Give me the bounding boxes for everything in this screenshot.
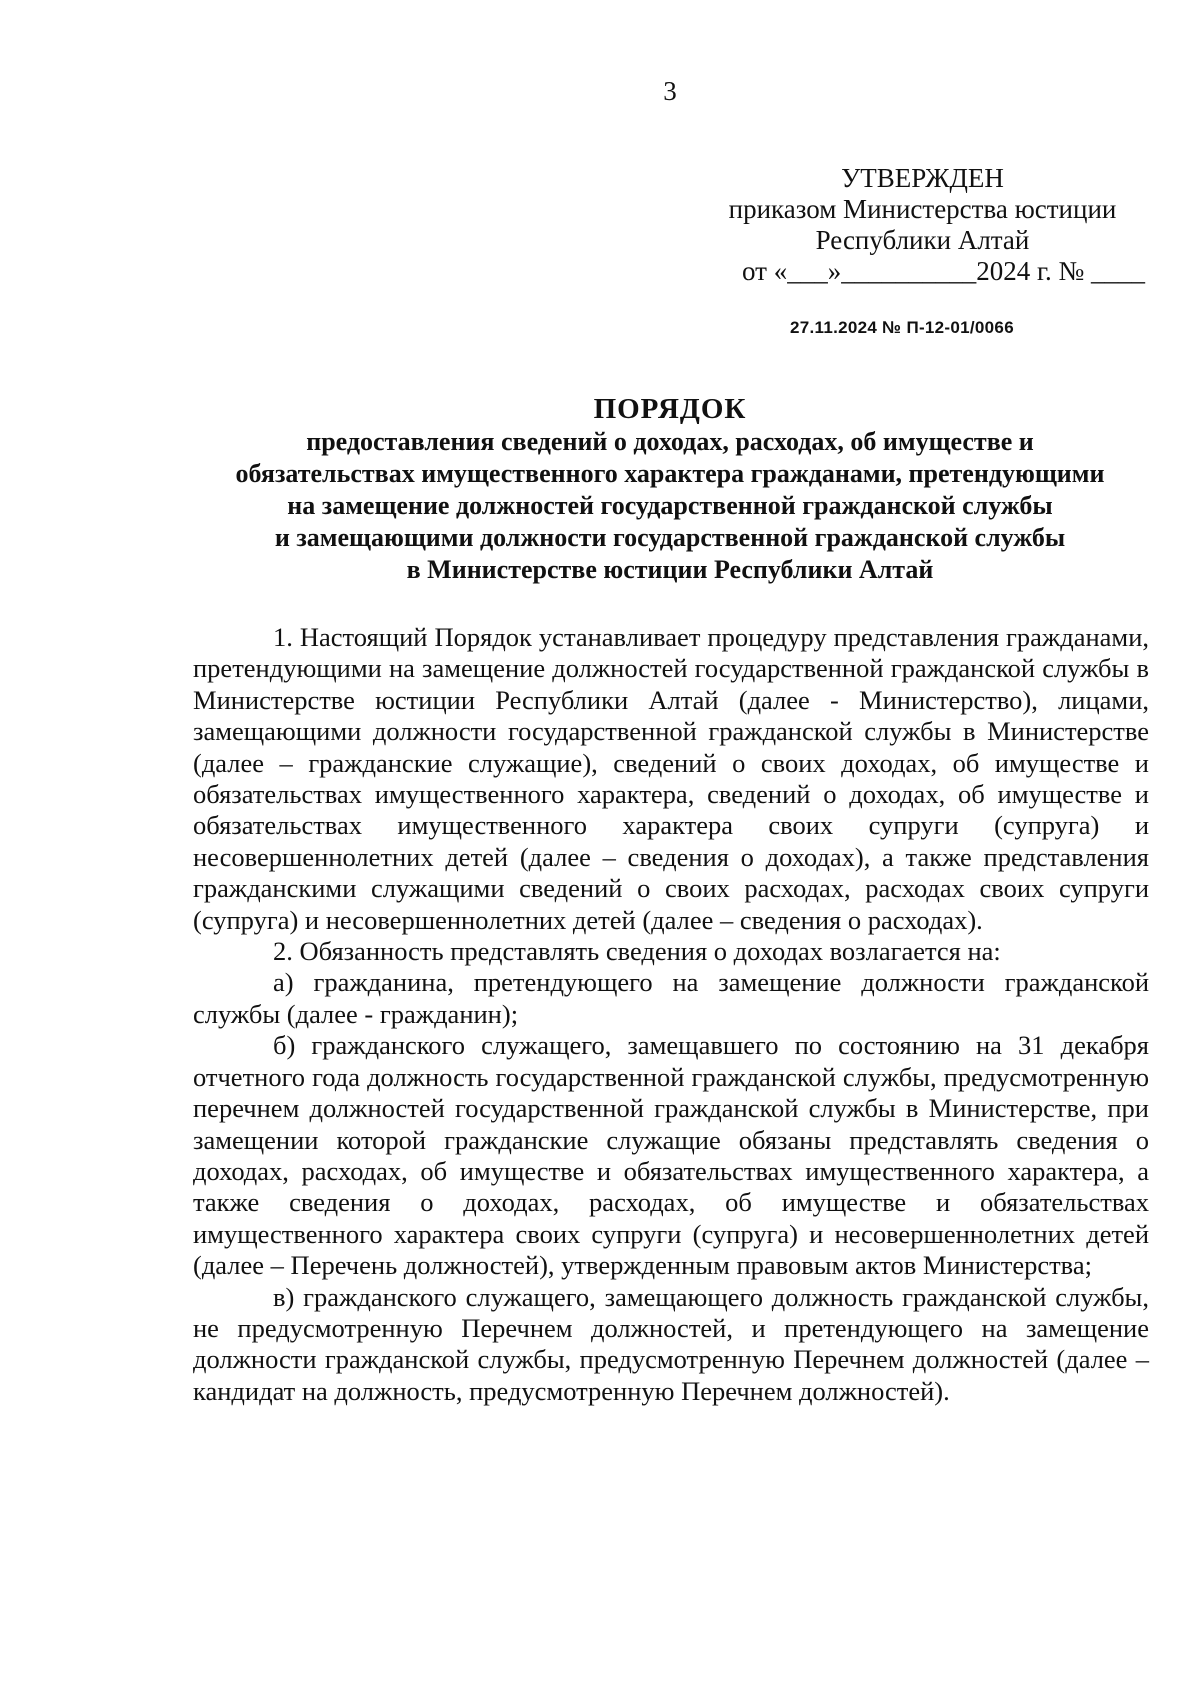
document-title: ПОРЯДОК [593,393,747,425]
approval-region-line: Республики Алтай [815,225,1030,255]
subtitle-line: на замещение должностей государственной гражданской службы [287,491,1053,520]
paragraph-2b: б) гражданского служащего, замещавшего по состоянию на 31 декабря отчетного года должность государственной гражданской службы, предусмотренную перечнем должностей государственной гражданской службы в Министерстве, при замещении которой гражданские служащие обязаны представлять сведения о доходах, расходах, об имуществе и обязательствах имущественного характера, а также сведения о доходах, расходах, об имуществе и обязательствах имущественного характера своих супруги (супруга) и несовершеннолетних детей (далее – Перечень должностей), утвержденным правовым актов Министерства; [193,1030,1149,1281]
approval-order-line: приказом Министерства юстиции [728,194,1117,224]
paragraph-1: 1. Настоящий Порядок устанавливает процедуру представления гражданами, претендующими на замещение должностей государственной гражданской службы в Министерстве юстиции Республики Алтай (далее - Министерство), лицами, замещающими должности государственной гражданской службы в Министерстве (далее – гражданские служащие), сведений о своих доходах, об имуществе и обязательствах имущественного характера, сведений о доходах, об имуществе и обязательствах имущественного характера своих супруги (супруга) и несовершеннолетних детей (далее – сведения о доходах), а также представления гражданскими служащими сведений о своих расходах, расходах своих супруги (супруга) и несовершеннолетних детей (далее – сведения о расходах). [193,622,1149,935]
subtitle-line: обязательствах имущественного характера гражданами, претендующими [235,459,1105,488]
paragraph-2a: а) гражданина, претендующего на замещение должности гражданской службы (далее - гражданин); [193,967,1149,1029]
subtitle-line: предоставления сведений о доходах, расходах, об имуществе и [306,427,1034,456]
document-subtitle [190,426,1150,586]
approval-heading: УТВЕРЖДЕН [841,163,1004,193]
title-block [190,392,1150,586]
registration-stamp: 27.11.2024 № П-12-01/0066 [790,318,1014,337]
subtitle-line: в Министерстве юстиции Республики Алтай [406,555,934,584]
document-body [193,622,1149,1407]
paragraph-2c: в) гражданского служащего, замещающего должность гражданской службы, не предусмотренную Перечнем должностей, и претендующего на замещение должности гражданской службы, предусмотренную Перечнем должностей (далее – кандидат на должность, предусмотренную Перечнем должностей). [193,1281,1149,1406]
paragraph-2: 2. Обязанность представлять сведения о доходах возлагается на: [273,936,1001,967]
page-number: 3 [663,76,677,106]
subtitle-line: и замещающими должности государственной гражданской службы [274,523,1066,552]
approval-block [700,163,1145,287]
approval-date-line: от «___»__________2024 г. № ____ [742,256,1145,286]
